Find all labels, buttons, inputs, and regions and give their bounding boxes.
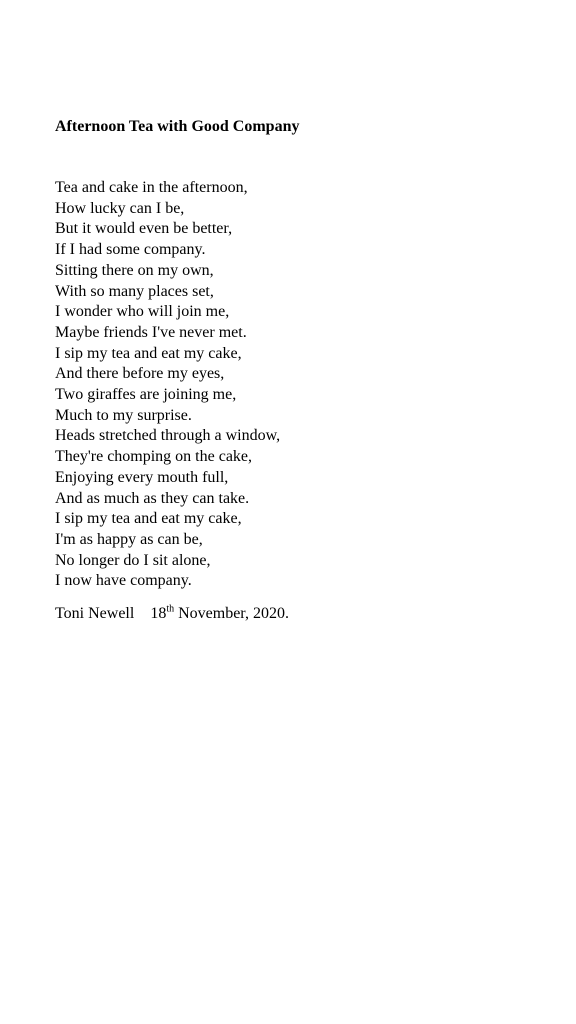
poem-line: Maybe friends I've never met. — [55, 323, 247, 341]
poem-line: Enjoying every mouth full, — [55, 468, 229, 486]
poem-title: Afternoon Tea with Good Company — [55, 118, 300, 135]
poem-line: And as much as they can take. — [55, 489, 250, 507]
poem-line: I sip my tea and eat my cake, — [55, 510, 242, 528]
poem-line: Much to my surprise. — [55, 406, 192, 424]
date-suffix: th — [166, 603, 175, 615]
poem-line: Sitting there on my own, — [55, 261, 214, 279]
poem-line: I'm as happy as can be, — [55, 530, 203, 548]
poem-line: Two giraffes are joining me, — [55, 386, 237, 404]
date-rest: November, 2020. — [174, 605, 289, 622]
poem-line: With so many places set, — [55, 282, 214, 300]
poem-line: How lucky can I be, — [55, 199, 185, 217]
author-name: Toni Newell — [55, 605, 135, 622]
poem-line: Tea and cake in the afternoon, — [55, 179, 248, 196]
signature-line — [55, 604, 289, 624]
poem-body — [55, 178, 280, 592]
poem-line: I now have company. — [55, 572, 192, 590]
poem-line: Heads stretched through a window, — [55, 427, 281, 445]
poem-line: And there before my eyes, — [55, 365, 225, 383]
poem-line: I sip my tea and eat my cake, — [55, 344, 242, 362]
poem-line: But it would even be better, — [55, 220, 233, 238]
date-day: 18 — [150, 605, 167, 622]
poem-line: I wonder who will join me, — [55, 303, 230, 321]
poem-line: If I had some company. — [55, 241, 206, 259]
poem-line: They're chomping on the cake, — [55, 448, 253, 466]
poem-line: No longer do I sit alone, — [55, 551, 211, 569]
